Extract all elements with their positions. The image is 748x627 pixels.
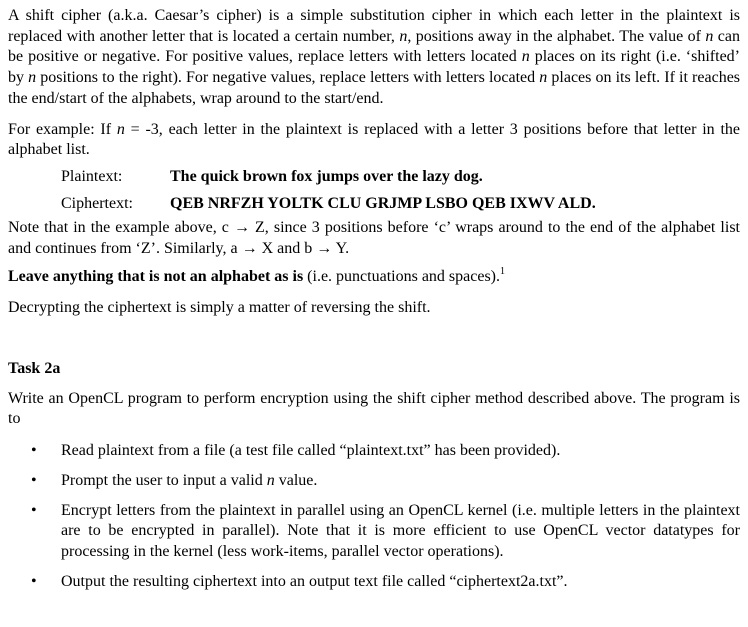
intro-var-n: n (399, 27, 408, 45)
list-item-text: Output the resulting ciphertext into an output text file called “ciphertext2a.txt”. (61, 572, 568, 590)
plaintext-value: The quick brown fox jumps over the lazy dog. (170, 167, 483, 185)
ciphertext-row (8, 190, 740, 217)
list-item-text: Read plaintext from a file (a test file called “plaintext.txt” has been provided). (61, 442, 561, 460)
example-var-n: n (116, 120, 125, 138)
intro-paragraph (8, 6, 740, 110)
intro-text-d: places on its right (i.e. ‘shifted’ by (8, 48, 741, 87)
list-item-text: Encrypt letters from the plaintext in parallel using an OpenCL kernel (i.e. multiple letters in the plaintext are to be encrypted in parallel). Note that it is more efficient to use OpenCL vector datatypes for processing in the kernel (less work-items, parallel vector operations). (61, 501, 740, 560)
list-item-var-n: n (266, 471, 275, 489)
example-rest: = -3, each letter in the plaintext is replaced with a letter 3 positions before that letter in the alphabet list. (8, 120, 740, 159)
intro-var-n: n (28, 69, 37, 87)
footnote-marker[interactable]: 1 (500, 266, 505, 278)
non-alphabet-rule (8, 267, 740, 288)
bullet-icon: • (31, 471, 37, 489)
decrypt-paragraph: Decrypting the ciphertext is simply a matter of reversing the shift. (8, 299, 431, 317)
ciphertext-label: Ciphertext: (61, 194, 133, 212)
bullet-icon: • (31, 501, 37, 519)
intro-text-c: can be positive or negative. For positive values, replace letters with letters located (8, 27, 741, 66)
task-intro: Write an OpenCL program to perform encryption using the shift cipher method described above. The program is to (8, 389, 740, 428)
intro-text-b: , positions away in the alphabet. The value of (407, 27, 706, 45)
list-item (8, 572, 740, 593)
list-item (8, 471, 740, 492)
ciphertext-value: QEB NRFZH YOLTK CLU GRJMP LSBO QEB IXWV ALD. (170, 194, 596, 212)
wraparound-note: Note that in the example above, c → Z, since 3 positions before ‘c’ wraps around to the end of the alphabet list and continues from ‘Z’. Similarly, a → X and b → Y. (8, 218, 740, 257)
intro-text-a: A shift cipher (a.k.a. Caesar’s cipher) is a simple substitution cipher in which each letter in the plaintext is replaced with another letter that is located a certain number, (8, 7, 740, 45)
list-item-text: Prompt the user to input a valid (61, 471, 267, 489)
bullet-icon: • (31, 572, 37, 590)
rule-rest-text: (i.e. punctuations and spaces). (303, 268, 500, 286)
task-list (8, 441, 740, 592)
example-paragraph (8, 120, 740, 161)
intro-text-e: positions to the right). For negative values, replace letters with letters located (36, 69, 540, 87)
list-item (8, 501, 740, 563)
intro-text-f: places on its left. If it reaches the end/start of the alphabets, wrap around to the start/end. (8, 69, 741, 107)
intro-var-n: n (705, 27, 714, 45)
task-heading: Task 2a (8, 359, 61, 377)
rule-bold-text: Leave anything that is not an alphabet as is (8, 268, 304, 286)
intro-var-n: n (539, 69, 548, 87)
bullet-icon: • (31, 442, 37, 460)
example-prefix: For example: If (8, 120, 117, 138)
intro-var-n: n (521, 48, 530, 66)
list-item (8, 441, 740, 462)
plaintext-row (8, 163, 740, 190)
plaintext-label: Plaintext: (61, 167, 123, 185)
list-item-text: value. (274, 471, 318, 489)
